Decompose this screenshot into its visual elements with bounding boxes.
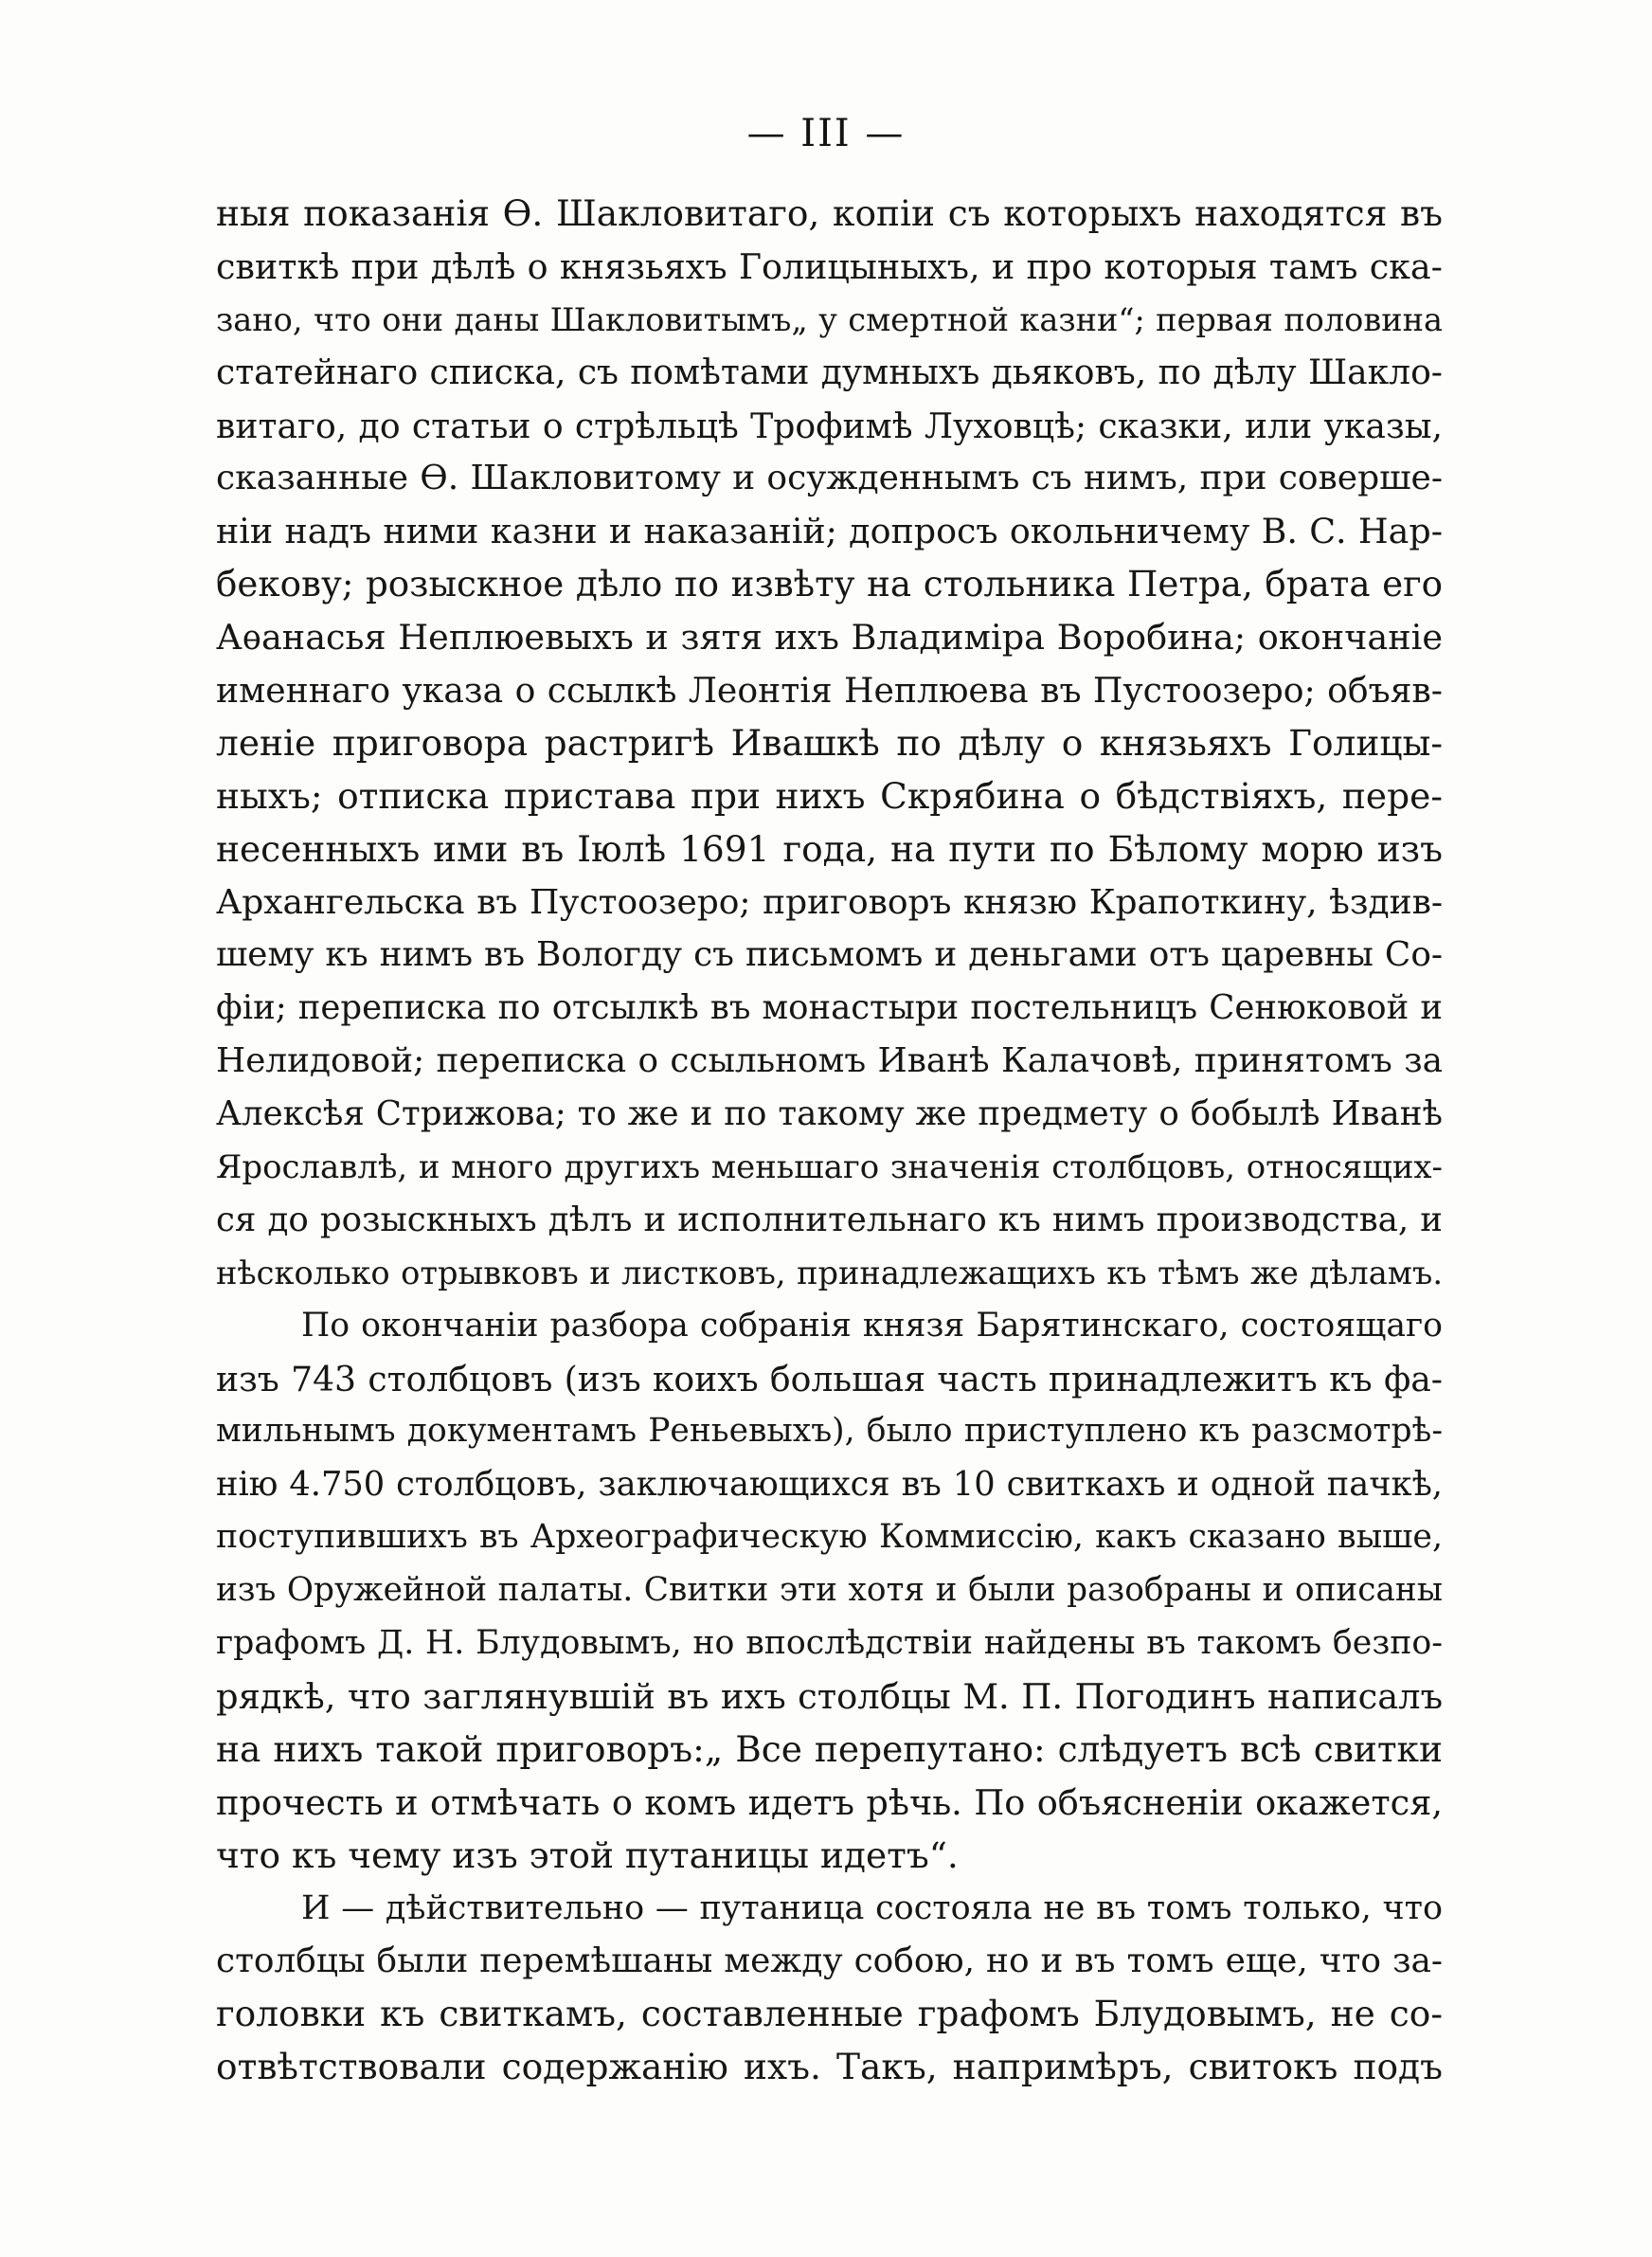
text-line: на нихъ такой приговоръ:„ Все перепутано: слѣдуетъ всѣ свитки [216,1727,1443,1770]
text-line: статейнаго списка, съ помѣтами думныхъ дьяковъ, по дѣлу Шакло- [216,352,1443,392]
text-line: шему къ нимъ въ Вологду съ письмомъ и деньгами отъ царевны Со- [216,935,1443,975]
text-line: графомъ Д. Н. Блудовымъ, но впослѣдствіи найдены въ такомъ безпо- [216,1624,1443,1663]
text-line: ся до розыскныхъ дѣлъ и исполнительнаго къ нимъ производства, и [216,1200,1443,1239]
text-line: рядкѣ, что заглянувшій въ ихъ столбцы М. П. Погодинъ написалъ [216,1675,1443,1717]
text-line: ныхъ; отписка пристава при нихъ Скрябина о бѣдствіяхъ, пере- [216,774,1443,817]
text-line: бекову; розыскное дѣло по извѣту на стольника Петра, брата его [216,563,1443,605]
text-line: нѣсколько отрывковъ и листковъ, принадлежащихъ къ тѣмъ же дѣламъ. [216,1254,1443,1291]
text-line: именнаго указа о ссылкѣ Леонтія Неплюева въ Пустоозеро; объяв- [216,670,1443,712]
text-line: что къ чему изъ этой путаницы идетъ“. [216,1833,959,1876]
text-line: изъ 743 столбцовъ (изъ коихъ большая часть принадлежитъ къ фа- [216,1358,1443,1399]
text-line: головки къ свиткамъ, составленные графомъ Блудовымъ, не со- [216,1993,1443,2035]
text-line: Алексѣя Стрижова; то же и по такому же предмету о бобылѣ Иванѣ [216,1094,1443,1134]
body-text [216,188,1443,2094]
text-line: мильнымъ документамъ Реньевыхъ), было приступлено къ разсмотрѣ- [216,1412,1443,1451]
text-line: несенныхъ ими въ Іюлѣ 1691 года, на пути по Бѣлому морю изъ [216,827,1443,870]
text-line: ніи надъ ними казни и наказаній; допросъ окольничему В. С. Нар- [216,511,1443,552]
text-line: свиткѣ при дѣлѣ о князьяхъ Голицыныхъ, и про которыя тамъ ска- [216,245,1443,287]
text-line: прочесть и отмѣчать о комъ идетъ рѣчь. По объясненіи окажется, [216,1781,1443,1823]
text-line: Нелидовой; переписка о ссыльномъ Иванѣ Калачовѣ, принятомъ за [216,1041,1443,1081]
text-line: Аѳанасья Неплюевыхъ и зятя ихъ Владиміра Воробина; окончаніе [216,617,1443,659]
text-line: изъ Оружейной палаты. Свитки эти хотя и были разобраны и описаны [216,1571,1443,1610]
text-line: И — дѣйствительно — путаница состояла не въ томъ только, что [301,1888,1443,1927]
text-line: сказанные Ѳ. Шакловитому и осужденнымъ съ нимъ, при соверше- [216,459,1443,498]
text-line: поступившихъ въ Археографическую Коммиссію, какъ сказано выше, [216,1518,1443,1557]
text-line: Архангельска въ Пустоозеро; приговоръ князю Крапоткину, ѣздив- [216,882,1443,922]
text-line: витаго, до статьи о стрѣльцѣ Трофимѣ Луховцѣ; сказки, или указы, [216,405,1443,446]
text-line: фіи; переписка по отсылкѣ въ монастыри постельницъ Сенюковой и [216,988,1443,1028]
text-line: отвѣтствовали содержанію ихъ. Такъ, напримѣръ, свитокъ подъ [216,2046,1443,2088]
text-line: Ярославлѣ, и много другихъ меньшаго значенія столбцовъ, относящих- [216,1148,1443,1186]
text-line: нію 4.750 столбцовъ, заключающихся въ 10 свиткахъ и одной пачкѣ, [216,1465,1443,1505]
paragraph-3 [216,1883,1443,2095]
paragraph-2 [216,1300,1443,1883]
text-line: зано, что они даны Шакловитымъ„ у смертной казни“; первая половина [216,300,1443,338]
text-line: ныя показанія Ѳ. Шакловитаго, копіи съ которыхъ находятся въ [216,192,1443,234]
page-number: — III — [746,112,906,155]
text-line: По окончаніи разбора собранія князя Барятинскаго, состоящаго [301,1306,1443,1345]
text-line: столбцы были перемѣшаны между собою, но и въ томъ еще, что за- [216,1941,1443,1981]
paragraph-1 [216,188,1443,1300]
text-line: леніе приговора растригѣ Ивашкѣ по дѣлу о князьяхъ Голицы- [216,721,1443,764]
